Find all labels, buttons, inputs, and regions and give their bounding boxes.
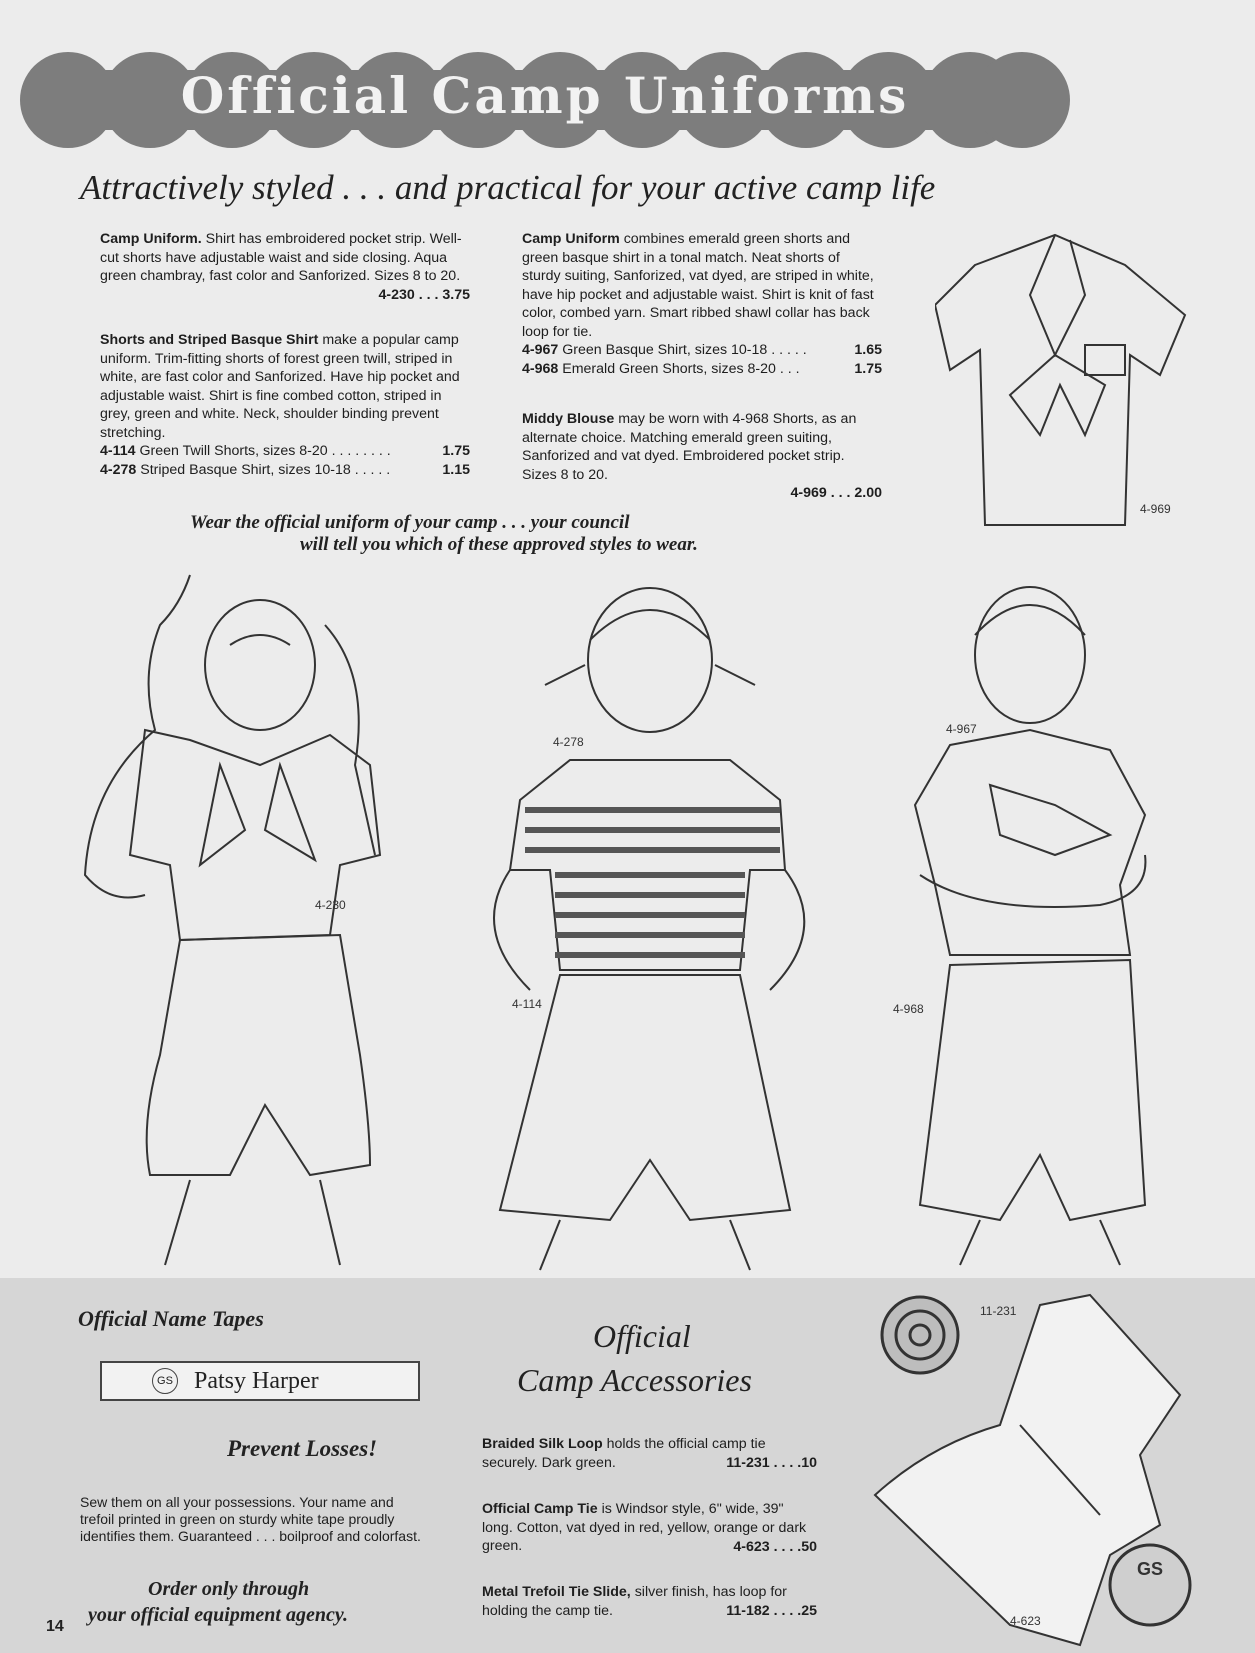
slide-badge-text: GS: [1136, 1559, 1164, 1579]
item-tie-slide: [482, 1583, 817, 1621]
item-braided-loop: [482, 1435, 817, 1473]
item-code-price: 4-969 . . . 2.00: [790, 485, 882, 501]
lead-line-1: Wear the official uniform of your camp . . . your council: [190, 512, 630, 533]
item-name: Camp Uniform.: [100, 231, 202, 247]
price-line: [100, 461, 470, 480]
item-middy-blouse: [522, 410, 882, 503]
item-name: Middy Blouse: [522, 411, 615, 427]
item-code-price: 4-623 . . . .50: [733, 1538, 817, 1555]
accessories-heading-1: Official: [593, 1318, 691, 1354]
name-tapes-heading: Official Name Tapes: [78, 1306, 264, 1331]
accessories-illustration: [870, 1285, 1200, 1650]
code-label-girl1-top: 4-230: [315, 898, 346, 912]
girl-illustration-4-230: [70, 565, 430, 1275]
name-tapes-text: Sew them on all your possessions. Your name and trefoil printed in green on sturdy white tape proudly identifies them. Guaranteed . . . boilproof and colorfast.: [80, 1494, 421, 1544]
line-code: 4-114: [100, 443, 136, 459]
order-line-1: Order only through: [148, 1578, 310, 1600]
code-label-girl3-shorts: 4-968: [893, 1002, 924, 1016]
line-desc: Green Basque Shirt, sizes 10-18 . . . . .: [562, 342, 807, 358]
line-desc: Striped Basque Shirt, sizes 10-18 . . . . .: [140, 461, 391, 478]
item-text: combines emerald green shorts and green basque shirt in a tonal match. Neat shorts of sturdy suiting, Sanforized, vat dyed, are striped in white, have hip pocket and adjustable waist. Shirt is knit of fast color, combed yarn. Smart ribbed shawl collar has back loop for tie.: [522, 231, 874, 340]
order-line-2: your official equipment agency.: [88, 1604, 348, 1626]
price-line: [522, 341, 882, 360]
price-line: [522, 360, 882, 379]
lead-line-2: will tell you which of these approved styles to wear.: [300, 534, 698, 555]
item-text: Shirt has embroidered pocket strip. Well-cut shorts have adjustable waist and side closing. Aqua green chambray, fast color and Sanforized. Sizes 8 to 20.: [100, 231, 462, 284]
braided-loop-icon: [882, 1297, 958, 1373]
line-price: 1.75: [442, 443, 470, 459]
item-camp-uniform-a: [100, 230, 470, 304]
item-name: Shorts and Striped Basque Shirt: [100, 332, 319, 348]
line-code: 4-278: [100, 461, 137, 478]
item-name: Camp Uniform: [522, 231, 620, 247]
item-code-price: 11-182 . . . .25: [726, 1603, 817, 1619]
girl-illustration-4-967: [880, 555, 1180, 1275]
item-name: Metal Trefoil Tie Slide,: [482, 1584, 631, 1600]
accessories-heading-2: Camp Accessories: [517, 1362, 752, 1398]
code-label-girl3-top: 4-967: [946, 722, 977, 736]
item-code-price: 11-231 . . . .10: [726, 1455, 817, 1471]
code-label-loop: 11-231: [980, 1304, 1017, 1318]
line-price: 1.65: [854, 342, 882, 358]
page-title: Official Camp Uniforms: [180, 66, 910, 125]
middy-blouse-illustration: [935, 225, 1195, 545]
code-label-blouse: 4-969: [1140, 502, 1171, 516]
item-code-price: 4-230 . . . 3.75: [378, 286, 470, 303]
item-text: holds the official camp tie securely. Dark green.: [482, 1436, 766, 1471]
name-tape-sample: [100, 1361, 420, 1401]
item-text: make a popular camp uniform. Trim-fitting shorts of forest green twill, striped in white, are fast color and Sanforized. Have hip pocket and adjustable waist. Shirt is fine combed cotton, striped in grey, green and white. Neck, shoulder binding prevent stretching.: [100, 332, 460, 441]
item-camp-uniform-b: [522, 230, 882, 378]
line-price: 1.75: [854, 360, 882, 377]
code-label-girl2-top: 4-278: [553, 735, 584, 749]
line-desc: Emerald Green Shorts, sizes 8-20 . . .: [562, 360, 800, 377]
item-text: may be worn with 4-968 Shorts, as an alternate choice. Matching emerald green suiting, Sanforized and vat dyed. Embroidered pocket strip. Sizes 8 to 20.: [522, 411, 857, 483]
trefoil-slide-icon: [1110, 1545, 1190, 1625]
item-text: is Windsor style, 6" wide, 39" long. Cotton, vat dyed in red, yellow, orange or dark green.: [482, 1501, 807, 1554]
item-text: silver finish, has loop for holding the camp tie.: [482, 1584, 787, 1619]
line-price: 1.15: [442, 461, 470, 478]
line-code: 4-967: [522, 342, 559, 358]
item-name: Braided Silk Loop: [482, 1436, 603, 1452]
page-subtitle: Attractively styled . . . and practical for your active camp life: [80, 168, 936, 207]
item-camp-tie: [482, 1500, 817, 1556]
price-line: [100, 442, 470, 461]
page-number: 14: [46, 1618, 64, 1635]
girl-illustration-4-278: [450, 570, 850, 1275]
item-shorts-basque: [100, 331, 470, 479]
line-desc: Green Twill Shorts, sizes 8-20 . . . . . . . .: [139, 443, 391, 459]
item-name: Official Camp Tie: [482, 1501, 598, 1517]
prevent-losses-heading: Prevent Losses!: [227, 1436, 378, 1461]
code-label-tie: 4-623: [1010, 1614, 1041, 1628]
sample-name: Patsy Harper: [194, 1367, 319, 1394]
trefoil-icon: GS: [152, 1368, 178, 1394]
line-code: 4-968: [522, 360, 559, 377]
title-banner: [20, 52, 1070, 148]
code-label-girl2-shorts: 4-114: [512, 997, 542, 1011]
lead-in-text: [190, 512, 830, 556]
